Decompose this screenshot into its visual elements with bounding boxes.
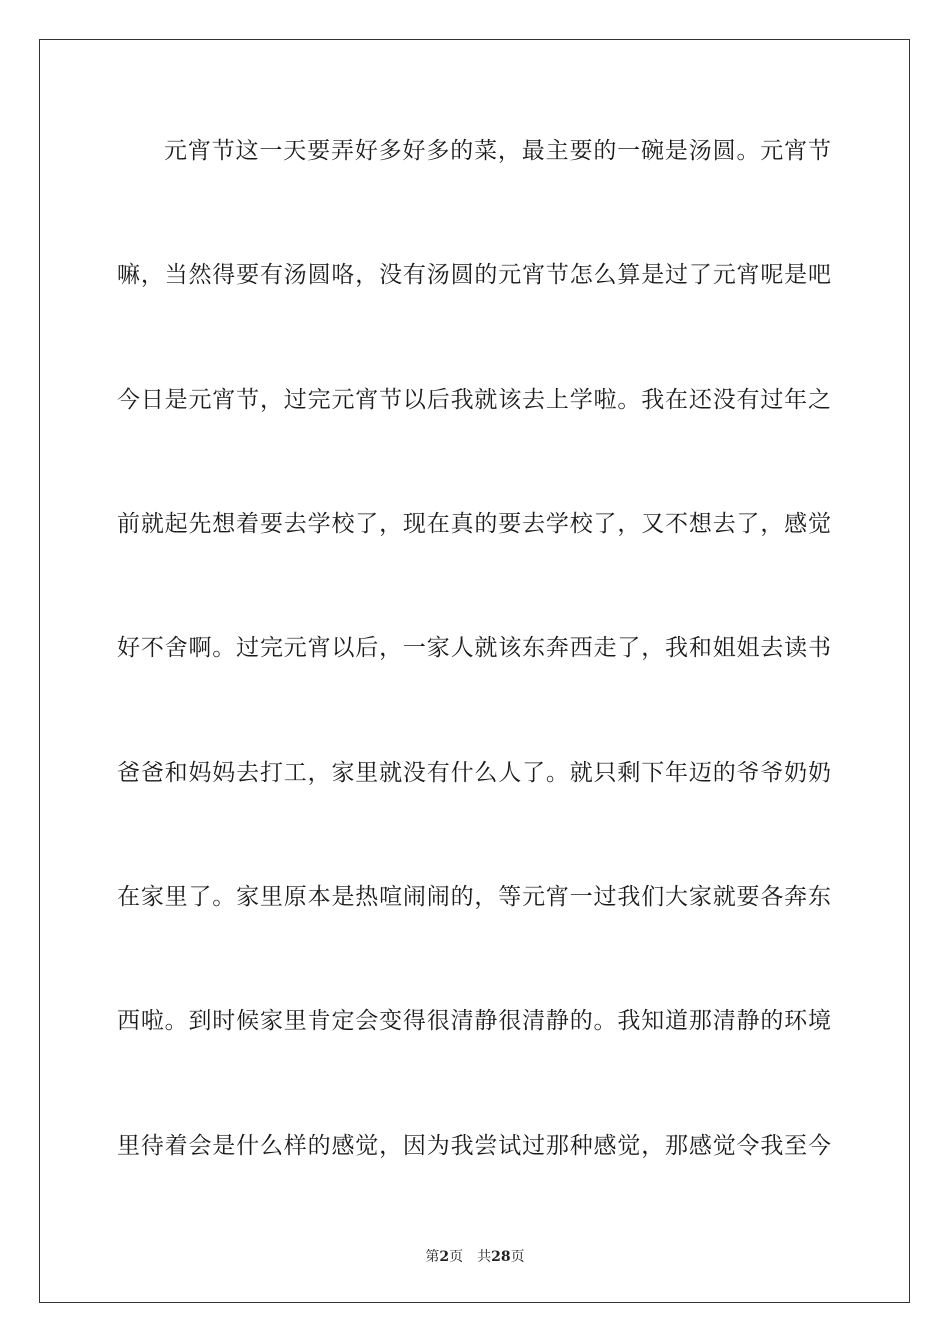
paragraph-line: 嘛，当然得要有汤圆咯，没有汤圆的元宵节怎么算是过了元宵呢是吧	[117, 262, 831, 288]
paragraph-line: 里待着会是什么样的感觉，因为我尝试过那种感觉，那感觉令我至今	[117, 1133, 831, 1159]
paragraph-line: 前就起先想着要去学校了，现在真的要去学校了，又不想去了，感觉	[117, 511, 831, 537]
page-prefix: 第	[425, 1249, 440, 1265]
total-prefix: 共	[477, 1249, 492, 1265]
page-number: 2	[439, 1249, 450, 1265]
paragraph-line: 好不舍啊。过完元宵以后，一家人就该东奔西走了，我和姐姐去读书	[117, 635, 831, 661]
page-suffix: 页	[449, 1249, 464, 1265]
total-pages: 28	[491, 1249, 511, 1265]
page-footer	[0, 1248, 950, 1266]
paragraph-line: 今日是元宵节，过完元宵节以后我就该去上学啦。我在还没有过年之	[117, 387, 831, 413]
paragraph-line: 元宵节这一天要弄好多好多的菜，最主要的一碗是汤圆。元宵节	[164, 138, 831, 164]
page-border	[39, 39, 910, 1303]
total-suffix: 页	[510, 1249, 525, 1265]
paragraph-line: 爸爸和妈妈去打工，家里就没有什么人了。就只剩下年迈的爷爷奶奶	[117, 760, 831, 786]
paragraph-line: 在家里了。家里原本是热喧闹闹的，等元宵一过我们大家就要各奔东	[117, 884, 831, 910]
paragraph-line: 西啦。到时候家里肯定会变得很清静很清静的。我知道那清静的环境	[117, 1008, 831, 1034]
